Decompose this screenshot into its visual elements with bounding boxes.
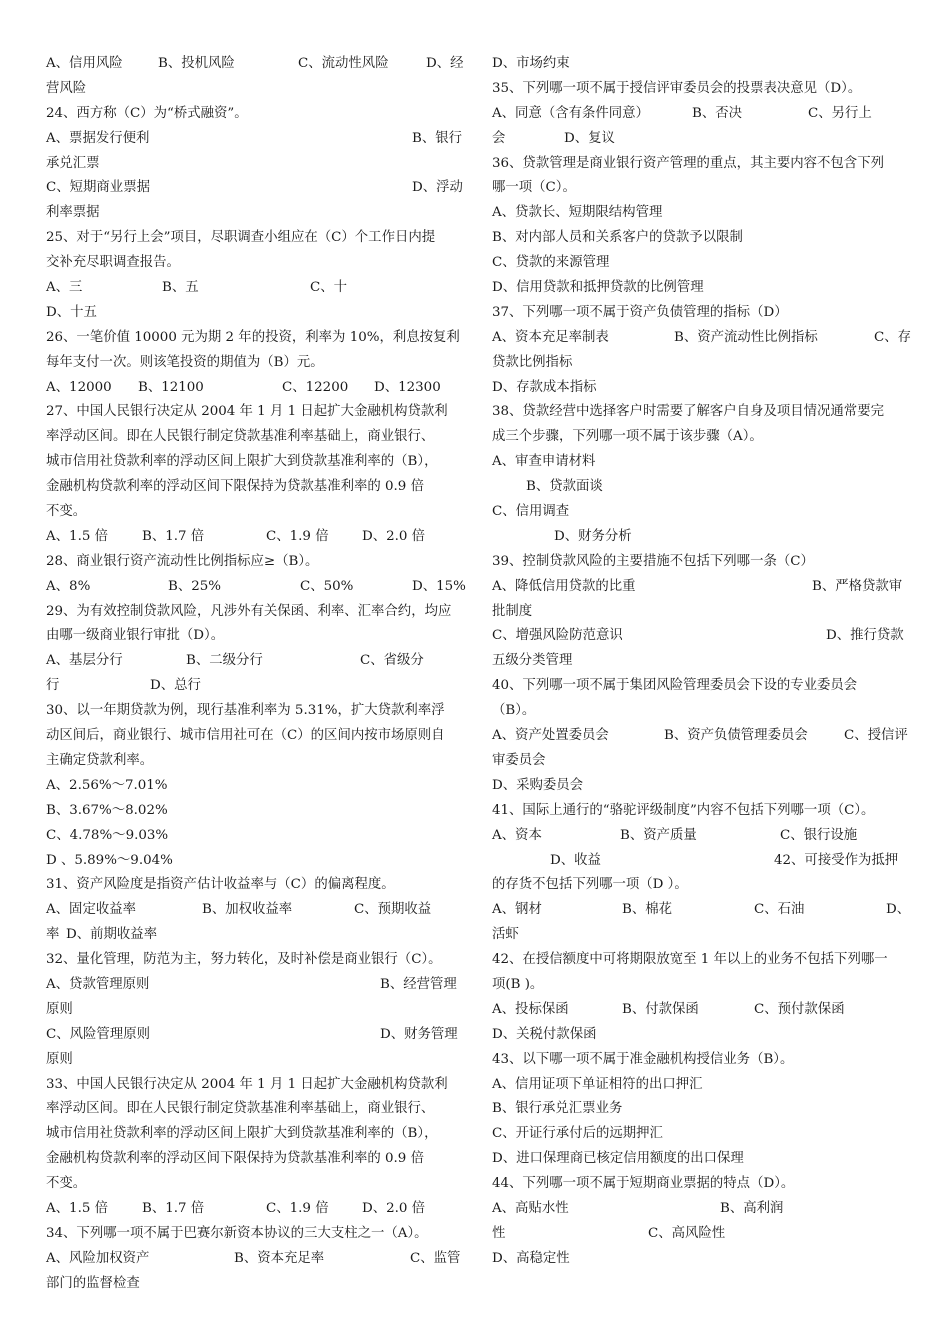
text-line	[46, 127, 463, 152]
text-segment: C、监管	[410, 1250, 461, 1266]
text-segment: 项(B )。	[492, 976, 544, 992]
text-segment: 25、对于“另行上会”项目，尽职调查小组应在（C）个工作日内提	[46, 230, 436, 246]
text-segment: （B）。	[492, 703, 536, 719]
text-line	[492, 1222, 905, 1247]
text-segment: D、	[886, 902, 911, 918]
text-segment: 承兑汇票	[46, 155, 100, 171]
text-segment: 27、中国人民银行决定从 2004 年 1 月 1 日起扩大金融机构贷款利	[46, 404, 448, 420]
text-line	[492, 699, 905, 724]
right-column	[492, 52, 912, 1272]
text-line	[492, 176, 905, 201]
text-segment: C、存	[874, 329, 912, 345]
text-line	[46, 525, 458, 550]
text-line	[492, 226, 905, 251]
text-segment: B、投机风险	[158, 56, 235, 71]
text-segment: A、贷款管理原则	[46, 976, 150, 992]
text-segment: C、银行设施	[780, 827, 858, 843]
text-line	[46, 500, 458, 525]
text-segment: 金融机构贷款利率的浮动区间下限保持为贷款基准利率的 0.9 倍	[46, 479, 424, 495]
text-segment: 由哪一级商业银行审批（D）。	[46, 628, 225, 644]
text-segment: A、审查申请材料	[492, 454, 596, 470]
text-line	[492, 575, 905, 600]
text-line	[46, 152, 458, 177]
text-line	[46, 898, 458, 923]
text-line	[492, 849, 905, 874]
text-segment: C、十	[310, 280, 348, 296]
text-segment: B、严格贷款审	[812, 578, 903, 594]
text-segment: 性	[492, 1225, 506, 1241]
text-segment: 率浮动区间。即在人民银行制定贷款基准利率基础上，商业银行、	[46, 1101, 435, 1117]
text-segment: 交补充尽职调查报告。	[46, 255, 180, 271]
text-line	[492, 1023, 905, 1048]
text-segment: C、50%	[300, 578, 354, 594]
text-line	[46, 1023, 458, 1048]
text-line	[46, 1048, 458, 1073]
text-line	[492, 1247, 905, 1272]
text-line	[492, 1048, 905, 1073]
text-line	[492, 1073, 905, 1098]
text-line	[492, 1097, 905, 1122]
text-segment: 金融机构贷款利率的浮动区间下限保持为贷款基准利率的 0.9 倍	[46, 1151, 424, 1167]
text-segment: C、12200	[282, 379, 349, 395]
text-segment: A、1.5 倍	[46, 1200, 109, 1216]
text-segment: 不变。	[46, 504, 87, 520]
text-segment: D、12300	[374, 379, 441, 395]
text-line	[46, 201, 458, 226]
text-line	[492, 973, 905, 998]
text-segment: 24、西方称（C）为“桥式融资”。	[46, 105, 248, 121]
text-segment: 行	[46, 678, 60, 694]
text-segment: B、1.7 倍	[142, 1200, 205, 1216]
text-segment: D、收益	[550, 852, 601, 868]
text-segment: B、1.7 倍	[142, 528, 205, 544]
text-line	[492, 1197, 905, 1222]
text-line	[46, 425, 458, 450]
text-line	[492, 52, 905, 77]
text-line	[46, 774, 458, 799]
text-line	[492, 600, 905, 625]
text-segment: 33、中国人民银行决定从 2004 年 1 月 1 日起扩大金融机构贷款利	[46, 1076, 448, 1092]
text-line	[46, 276, 458, 301]
text-segment: D、15%	[412, 578, 466, 594]
text-line	[46, 1097, 458, 1122]
text-segment: B、银行	[412, 130, 463, 146]
text-segment: A、信用证项下单证相符的出口押汇	[492, 1076, 703, 1092]
text-segment: 35、下列哪一项不属于授信评审委员会的投票表决意见（D）。	[492, 80, 862, 96]
text-line	[46, 550, 458, 575]
text-segment: 率浮动区间。即在人民银行制定贷款基准利率基础上，商业银行、	[46, 429, 435, 445]
text-segment: 原则	[46, 1001, 73, 1017]
text-segment: B、棉花	[622, 902, 673, 918]
text-segment: 不变。	[46, 1176, 87, 1192]
text-line	[46, 948, 458, 973]
text-line	[46, 77, 458, 102]
text-line	[46, 799, 458, 824]
text-segment: B、资产质量	[620, 827, 697, 843]
text-segment: B、12100	[138, 379, 204, 395]
text-line	[492, 326, 912, 351]
text-line	[492, 674, 905, 699]
text-segment: 26、一笔价值 10000 元为期 2 年的投资，利率为 10%，利息按复利	[46, 329, 460, 345]
text-segment: D、财务管理	[380, 1026, 458, 1042]
text-line	[492, 923, 905, 948]
text-segment: 31、资产风险度是指资产估计收益率与（C）的偏离程度。	[46, 877, 395, 893]
text-segment: 利率票据	[46, 205, 100, 221]
text-line	[492, 351, 905, 376]
text-segment: B、资本充足率	[234, 1250, 325, 1266]
text-line	[492, 450, 905, 475]
text-segment: 审委员会	[492, 752, 546, 768]
text-segment: A、风险加权资产	[46, 1250, 150, 1266]
text-line	[46, 1122, 458, 1147]
text-segment: D 、5.89%～9.04%	[46, 852, 173, 868]
text-segment: C、增强风险防范意识	[492, 628, 623, 644]
text-segment: 贷款比例指标	[492, 354, 573, 370]
text-segment: A、票据发行便利	[46, 130, 150, 146]
text-segment: D、财务分析	[554, 528, 632, 544]
text-line	[46, 1272, 458, 1297]
text-segment: C、授信评	[844, 728, 908, 744]
text-segment: 28、商业银行资产流动性比例指标应≥（B）。	[46, 553, 319, 569]
text-segment: C、短期商业票据	[46, 180, 150, 196]
text-line	[492, 1122, 905, 1147]
text-line	[46, 575, 466, 600]
left-column	[46, 52, 466, 1297]
text-line	[46, 326, 458, 351]
text-segment: D、存款成本指标	[492, 379, 597, 395]
text-segment: A、资本	[492, 827, 542, 843]
text-line	[46, 376, 458, 401]
text-line	[492, 276, 905, 301]
text-segment: 会	[492, 130, 506, 146]
text-segment: D、十五	[46, 304, 97, 320]
text-line	[492, 898, 911, 923]
text-segment: 44、下列哪一项不属于短期商业票据的特点（D）。	[492, 1176, 795, 1192]
text-segment: A、资产处置委员会	[492, 728, 609, 744]
text-segment: C、1.9 倍	[266, 528, 329, 544]
text-segment: A、2.56%～7.01%	[46, 777, 168, 793]
text-line	[492, 774, 905, 799]
text-segment: 成三个步骤，下列哪一项不属于该步骤（A）。	[492, 429, 763, 445]
text-segment: 43、以下哪一项不属于准金融机构授信业务（B）。	[492, 1051, 794, 1067]
text-segment: 主确定贷款利率。	[46, 752, 154, 768]
text-segment: A、同意（含有条件同意）	[492, 105, 649, 121]
text-segment: 37、下列哪一项不属于资产负债管理的指标（D）	[492, 304, 788, 320]
text-segment: 29、为有效控制贷款风险，凡涉外有关保函、利率、汇率合约，均应	[46, 603, 452, 619]
text-segment: B、二级分行	[186, 653, 263, 669]
text-segment: 39、控制贷款风险的主要措施不包括下列哪一条（C）	[492, 553, 814, 569]
text-line	[492, 799, 905, 824]
text-segment: B、贷款面谈	[526, 479, 603, 495]
text-segment: 营风险	[46, 80, 87, 96]
text-segment: B、五	[162, 280, 199, 296]
text-line	[46, 674, 458, 699]
text-line	[492, 1172, 905, 1197]
text-segment: B、否决	[692, 105, 743, 121]
text-segment: 五级分类管理	[492, 653, 573, 669]
text-segment: C、4.78%～9.03%	[46, 827, 169, 843]
text-segment: A、12000	[46, 379, 112, 395]
text-line	[492, 152, 905, 177]
text-segment: 41、国际上通行的“骆驼评级制度”内容不包括下列哪一项（C）。	[492, 802, 875, 818]
text-line	[492, 425, 905, 450]
text-segment: C、1.9 倍	[266, 1200, 329, 1216]
text-line	[492, 475, 905, 500]
text-segment: A、固定收益率	[46, 902, 137, 918]
text-segment: 32、量化管理，防范为主，努力转化，及时补偿是商业银行（C）。	[46, 952, 442, 968]
text-segment: A、钢材	[492, 902, 542, 918]
text-segment: B、加权收益率	[202, 902, 293, 918]
text-line	[46, 475, 458, 500]
text-segment: D、2.0 倍	[362, 1200, 426, 1216]
text-segment: D、复议	[564, 130, 615, 146]
text-line	[46, 1147, 458, 1172]
text-segment: 动区间后，商业银行、城市信用社可在（C）的区间内按市场原则自	[46, 728, 445, 744]
text-line	[46, 1172, 458, 1197]
text-segment: D、浮动	[412, 180, 463, 196]
text-segment: B、付款保函	[622, 1001, 699, 1017]
text-segment: C、信用调查	[492, 504, 570, 520]
text-segment: 城市信用社贷款利率的浮动区间上限扩大到贷款基准利率的（B），	[46, 1126, 438, 1142]
text-segment: 36、贷款管理是商业银行资产管理的重点，其主要内容不包含下列	[492, 155, 884, 171]
text-segment: A、贷款长、短期限结构管理	[492, 205, 663, 221]
text-line	[492, 724, 908, 749]
text-segment: 每年支付一次。则该笔投资的期值为（B）元。	[46, 354, 324, 370]
text-segment: B、经营管理	[380, 976, 457, 992]
text-line	[46, 749, 458, 774]
text-segment: D、前期收益率	[66, 927, 158, 943]
text-segment: 部门的监督检查	[46, 1275, 140, 1291]
text-line	[46, 1197, 458, 1222]
text-segment: A、8%	[46, 578, 91, 594]
text-line	[492, 77, 905, 102]
text-line	[492, 127, 905, 152]
text-segment: C、贷款的来源管理	[492, 255, 610, 271]
text-line	[46, 1222, 458, 1247]
text-segment: 的存货不包括下列哪一项（D ）。	[492, 877, 688, 893]
text-segment: D、推行贷款	[826, 628, 904, 644]
text-segment: C、流动性风险	[298, 56, 389, 71]
text-segment: D、总行	[150, 678, 201, 694]
text-segment: D、信用贷款和抵押贷款的比例管理	[492, 280, 704, 296]
text-line	[492, 824, 905, 849]
text-segment: 42、可接受作为抵押	[774, 852, 899, 868]
text-segment: C、另行上	[808, 105, 872, 121]
text-line	[46, 873, 458, 898]
text-segment: A、三	[46, 280, 83, 296]
text-line	[46, 450, 458, 475]
text-line	[492, 102, 905, 127]
text-line	[46, 923, 458, 948]
text-line	[492, 873, 905, 898]
text-segment: 34、下列哪一项不属于巴赛尔新资本协议的三大支柱之一（A）。	[46, 1225, 428, 1241]
text-segment: 批制度	[492, 603, 533, 619]
text-segment: 率	[46, 927, 60, 943]
text-line	[46, 600, 458, 625]
text-segment: A、基层分行	[46, 653, 123, 669]
text-line	[492, 251, 905, 276]
text-segment: 30、以一年期贷款为例，现行基准利率为 5.31%，扩大贷款利率浮	[46, 703, 445, 719]
text-segment: D、高稳定性	[492, 1250, 570, 1266]
text-segment: 活虾	[492, 927, 519, 943]
text-line	[492, 948, 905, 973]
text-segment: B、25%	[168, 578, 221, 594]
text-line	[46, 400, 458, 425]
text-segment: C、省级分	[360, 653, 424, 669]
text-segment: 40、下列哪一项不属于集团风险管理委员会下设的专业委员会	[492, 678, 858, 694]
text-segment: 城市信用社贷款利率的浮动区间上限扩大到贷款基准利率的（B），	[46, 454, 438, 470]
text-segment: D、2.0 倍	[362, 528, 426, 544]
text-line	[492, 201, 905, 226]
text-line	[46, 52, 464, 77]
text-line	[492, 749, 905, 774]
text-line	[46, 849, 458, 874]
text-segment: B、高利润	[720, 1200, 784, 1216]
text-segment: C、预期收益	[354, 902, 432, 918]
text-line	[492, 301, 905, 326]
text-segment: C、高风险性	[648, 1225, 726, 1241]
text-segment: C、风险管理原则	[46, 1026, 150, 1042]
text-segment: C、石油	[754, 902, 805, 918]
text-segment: A、信用风险	[46, 56, 123, 71]
text-line	[46, 699, 458, 724]
text-line	[492, 998, 905, 1023]
text-segment: B、3.67%～8.02%	[46, 802, 168, 818]
text-line	[46, 649, 458, 674]
text-segment: D、经	[426, 56, 464, 71]
text-line	[492, 525, 905, 550]
text-line	[492, 500, 905, 525]
text-segment: C、预付款保函	[754, 1001, 845, 1017]
text-segment: 38、贷款经营中选择客户时需要了解客户自身及项目情况通常要完	[492, 404, 884, 420]
text-line	[46, 301, 458, 326]
text-segment: B、资产负债管理委员会	[664, 728, 808, 744]
text-segment: D、进口保理商已核定信用额度的出口保理	[492, 1151, 744, 1167]
text-segment: D、关税付款保函	[492, 1026, 597, 1042]
text-line	[492, 400, 905, 425]
text-line	[46, 624, 458, 649]
text-segment: B、对内部人员和关系客户的贷款予以限制	[492, 230, 743, 246]
text-line	[46, 824, 458, 849]
text-segment: 42、在授信额度中可将期限放宽至 1 年以上的业务不包括下列哪一	[492, 952, 888, 968]
text-line	[46, 102, 458, 127]
text-line	[46, 724, 458, 749]
text-line	[46, 998, 458, 1023]
text-line	[46, 1073, 458, 1098]
text-segment: D、采购委员会	[492, 777, 584, 793]
text-line	[492, 376, 905, 401]
text-segment: B、银行承兑汇票业务	[492, 1101, 623, 1117]
text-line	[46, 226, 458, 251]
text-segment: A、资本充足率制表	[492, 329, 609, 345]
text-segment: D、市场约束	[492, 56, 570, 71]
text-line	[46, 1247, 461, 1272]
text-line	[492, 1147, 905, 1172]
text-segment: A、降低信用贷款的比重	[492, 578, 636, 594]
text-segment: A、高贴水性	[492, 1200, 569, 1216]
text-line	[46, 176, 463, 201]
text-line	[46, 251, 458, 276]
text-line	[492, 649, 905, 674]
text-segment: A、投标保函	[492, 1001, 569, 1017]
text-line	[492, 624, 905, 649]
text-segment: A、1.5 倍	[46, 528, 109, 544]
text-line	[46, 351, 458, 376]
text-line	[492, 550, 905, 575]
text-segment: 原则	[46, 1051, 73, 1067]
text-segment: C、开证行承付后的远期押汇	[492, 1126, 663, 1142]
text-line	[46, 973, 458, 998]
text-segment: 哪一项（C）。	[492, 180, 576, 196]
text-segment: B、资产流动性比例指标	[674, 329, 818, 345]
